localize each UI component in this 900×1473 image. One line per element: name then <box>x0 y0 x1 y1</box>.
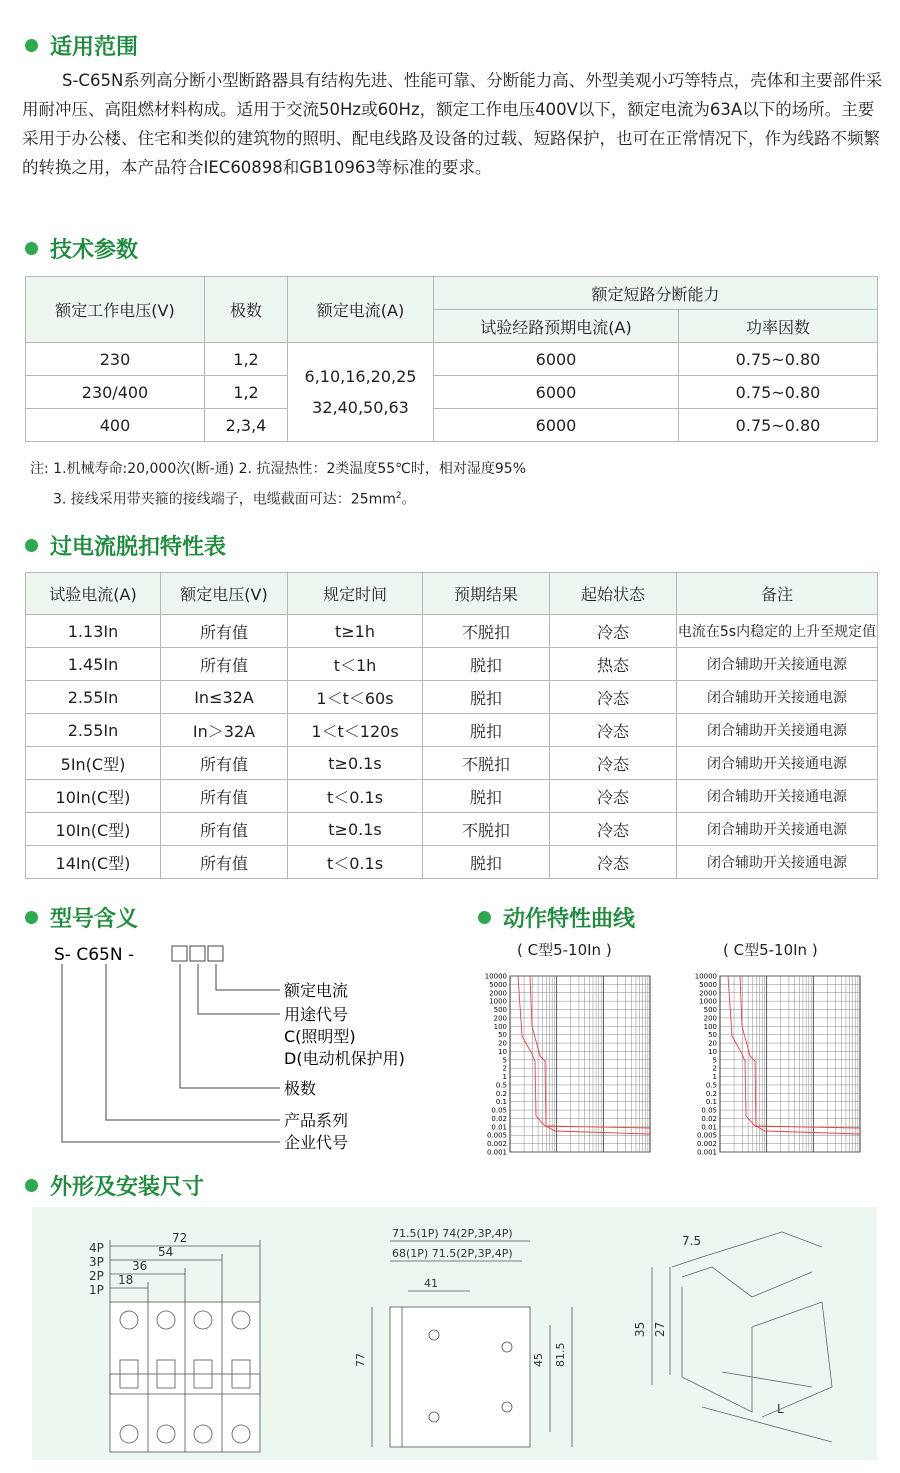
tick-label: 2 <box>502 1064 507 1073</box>
table-cell: t＜1h <box>288 648 423 681</box>
table-cell: 闭合辅助开关接通电源 <box>677 780 878 813</box>
table-cell: 冷态 <box>550 714 677 747</box>
table-row: 230 1,2 6,10,16,20,25 32,40,50,63 6000 0.75~0.80 <box>26 343 878 376</box>
table-cell: t＜0.1s <box>288 780 423 813</box>
tick-label: 2000 <box>699 989 717 998</box>
table-cell: 闭合辅助开关接通电源 <box>677 714 878 747</box>
scope-paragraph: S-C65N系列高分断小型断路器具有结构先进、性能可靠、分断能力高、外型美观小巧等特点，壳体和主要部件采用耐冲压、高阻燃材料构成。适用于交流50Hz或60Hz，额定工作电压400V以下，额定电流为63A以下的场所。主要采用于办公楼、住宅和类似的建筑物的照明、配电线路及设备的过载、短路保护，也可在正常情况下，作为线路不频繁的转换之用，本产品符合IEC60898和GB10963等标准的要求。 <box>22 71 883 177</box>
tick-label: 100 <box>703 1022 717 1031</box>
tick-label: 0.005 <box>696 1131 717 1140</box>
table-cell: In＞32A <box>161 714 288 747</box>
table-cell: t＜0.1s <box>288 846 423 879</box>
table-row: 400 2,3,4 6000 0.75~0.80 <box>26 409 878 442</box>
svg-text:额定电流: 额定电流 <box>284 981 349 1000</box>
table-cell: 所有值 <box>161 780 288 813</box>
table-cell: 不脱扣 <box>423 615 550 648</box>
svg-text:35: 35 <box>633 1321 647 1337</box>
svg-text:2P: 2P <box>89 1269 104 1283</box>
model-diagram <box>40 936 440 1166</box>
tick-label: 20 <box>708 1039 717 1048</box>
tick-label: 10000 <box>694 972 717 981</box>
note-line-1: 注: 1.机械寿命:20,000次(断-通) 2. 抗湿热性：2类温度55℃时，相对湿度95% <box>30 461 527 477</box>
table-cell: 2.55In <box>26 714 161 747</box>
tick-label: 2 <box>712 1064 717 1073</box>
table-cell: 脱扣 <box>423 846 550 879</box>
table-cell: 5In(C型) <box>26 747 161 780</box>
tick-label: 50 <box>498 1031 507 1040</box>
table-cell: 1.45In <box>26 648 161 681</box>
table-cell: 冷态 <box>550 747 677 780</box>
table-cell: 电流在5s内稳定的上升至规定值 <box>677 615 878 648</box>
tick-label: 0.02 <box>491 1114 507 1123</box>
table-cell: 1＜t＜60s <box>288 681 423 714</box>
table-cell: 冷态 <box>550 615 677 648</box>
table-cell: t≥0.1s <box>288 747 423 780</box>
code-box <box>172 946 187 961</box>
tick-label: 0.002 <box>486 1140 507 1149</box>
tick-label: 10 <box>498 1047 507 1056</box>
tech-table <box>25 276 878 442</box>
svg-text:用途代号: 用途代号 <box>284 1005 349 1024</box>
table-cell: 所有值 <box>161 846 288 879</box>
table-cell: 冷态 <box>550 780 677 813</box>
table-cell: 冷态 <box>550 846 677 879</box>
tick-label: 0.005 <box>486 1131 507 1140</box>
tick-label: 2000 <box>489 989 507 998</box>
tick-label: 0.05 <box>491 1106 507 1115</box>
tick-label: 5 <box>712 1056 717 1065</box>
svg-text:产品系列: 产品系列 <box>284 1111 349 1130</box>
tick-label: 1 <box>712 1073 717 1082</box>
tick-label: 100 <box>493 1022 507 1031</box>
table-cell: 10In(C型) <box>26 813 161 846</box>
table-cell: 所有值 <box>161 747 288 780</box>
tick-label: 0.5 <box>705 1081 717 1090</box>
note-line-2: 3. 接线采用带夹箍的接线端子，电缆截面可达：$25mm^2$。 <box>53 491 416 508</box>
svg-text:3P: 3P <box>89 1255 104 1269</box>
table-cell: 闭合辅助开关接通电源 <box>677 681 878 714</box>
tick-label: 0.01 <box>491 1123 507 1132</box>
tick-label: 0.2 <box>495 1089 507 1098</box>
svg-text:企业代号: 企业代号 <box>284 1133 349 1152</box>
table-cell: 所有值 <box>161 648 288 681</box>
th-test-current: 试验经路预期电流(A) <box>434 310 679 343</box>
table-cell: 所有值 <box>161 615 288 648</box>
tick-label: 0.2 <box>705 1089 717 1098</box>
bullet-dot-icon <box>25 1179 38 1192</box>
svg-text:4P: 4P <box>89 1241 104 1255</box>
svg-text:77: 77 <box>354 1353 367 1367</box>
current-cell: 6,10,16,20,25 32,40,50,63 <box>288 343 434 442</box>
tick-label: 50 <box>708 1031 717 1040</box>
table-row <box>26 846 878 879</box>
svg-text:D(电动机保护用): D(电动机保护用) <box>284 1049 405 1068</box>
bullet-dot-icon <box>478 911 491 924</box>
tick-label: 0.001 <box>696 1148 717 1157</box>
bullet-dot-icon <box>25 911 38 924</box>
table-cell: 不脱扣 <box>423 747 550 780</box>
svg-text:41: 41 <box>424 1277 438 1290</box>
table-row: 230/400 1,2 6000 0.75~0.80 <box>26 376 878 409</box>
tick-label: 5000 <box>489 980 507 989</box>
table-cell: 脱扣 <box>423 714 550 747</box>
table-row <box>26 747 878 780</box>
svg-text:45: 45 <box>532 1353 545 1367</box>
table-cell: 1.13In <box>26 615 161 648</box>
table-cell: 脱扣 <box>423 780 550 813</box>
tick-label: 10000 <box>484 972 507 981</box>
table-cell: 脱扣 <box>423 681 550 714</box>
tick-label: 1 <box>502 1073 507 1082</box>
th-breaking: 额定短路分断能力 <box>434 277 878 310</box>
tick-label: 0.002 <box>696 1140 717 1149</box>
tick-label: 0.1 <box>495 1098 507 1107</box>
tick-label: 1000 <box>489 997 507 1006</box>
table-cell: 脱扣 <box>423 648 550 681</box>
section-title-scope: 适用范围 <box>25 30 138 61</box>
table-row <box>26 648 878 681</box>
section-title-dims: 外形及安装尺寸 <box>25 1170 204 1201</box>
table-row <box>26 813 878 846</box>
table-cell: 热态 <box>550 648 677 681</box>
section-title-model: 型号含义 <box>25 902 138 933</box>
svg-text:27: 27 <box>653 1321 667 1337</box>
trip-table: 试验电流(A) 额定电压(V) 规定时间 预期结果 起始状态 备注 1.13In 所有值 t≥1h 不脱扣 冷态 电流在5s内稳定的上升至规定值 1.45In 所有值 t＜1h 脱扣 热态 闭合辅助开关接通电源 2.55In In≤32A 1＜t＜60s 脱扣 冷态 闭合辅助开关接通电源 2.55In In＞32A 1＜t＜120s 脱扣 冷态 闭合辅助开关接通电源 5In(C型) 所有值 t≥0.1s 不脱扣 冷态 闭合辅助开关接通电源 10In(C型) 所有值 t＜0.1s 脱扣 冷态 闭合辅助开关接通电源 10In(C型) 所有值 t≥0.1s 不脱扣 冷态 闭合辅助开关接通电源 14In(C型) 所有值 t＜0.1s 脱扣 冷态 闭合辅助开关接通电源 <box>25 572 878 879</box>
tick-label: 0.001 <box>486 1148 507 1157</box>
table-cell: 闭合辅助开关接通电源 <box>677 648 878 681</box>
front-view-drawing <box>82 1222 312 1457</box>
section-title-trip: 过电流脱扣特性表 <box>25 530 226 561</box>
table-cell: 闭合辅助开关接通电源 <box>677 846 878 879</box>
table-cell: 不脱扣 <box>423 813 550 846</box>
tick-label: 1000 <box>699 997 717 1006</box>
table-cell: 闭合辅助开关接通电源 <box>677 813 878 846</box>
table-cell: 2.55In <box>26 681 161 714</box>
svg-text:18: 18 <box>118 1273 134 1287</box>
section-title-tech: 技术参数 <box>25 233 138 264</box>
svg-text:36: 36 <box>132 1259 148 1273</box>
section-title-curve: 动作特性曲线 <box>478 902 635 933</box>
table-row <box>26 681 878 714</box>
table-cell: 所有值 <box>161 813 288 846</box>
code-box <box>208 946 223 961</box>
svg-text:L: L <box>777 1402 784 1416</box>
table-cell: In≤32A <box>161 681 288 714</box>
svg-text:C(照明型): C(照明型) <box>284 1027 356 1046</box>
curve-title-left: ( C型5-10In ) <box>517 941 612 959</box>
tick-label: 5000 <box>699 980 717 989</box>
table-row <box>26 615 878 648</box>
th-voltage: 额定工作电压(V) <box>26 277 205 343</box>
code-box <box>190 946 205 961</box>
th-poles: 极数 <box>205 277 288 343</box>
svg-text:81.5: 81.5 <box>554 1342 567 1367</box>
tick-label: 200 <box>493 1014 507 1023</box>
bullet-dot-icon <box>25 39 38 52</box>
tick-label: 5 <box>502 1056 507 1065</box>
tick-label: 10 <box>708 1047 717 1056</box>
table-row <box>26 780 878 813</box>
trip-curve-left <box>470 968 655 1160</box>
tick-label: 0.5 <box>495 1081 507 1090</box>
table-cell: t≥0.1s <box>288 813 423 846</box>
table-cell: t≥1h <box>288 615 423 648</box>
tick-label: 200 <box>703 1014 717 1023</box>
table-cell: 冷态 <box>550 681 677 714</box>
install-panel <box>32 1207 877 1460</box>
bullet-dot-icon <box>25 242 38 255</box>
model-code: S- C65N - <box>54 945 135 965</box>
svg-text:72: 72 <box>172 1231 188 1245</box>
svg-text:1P: 1P <box>89 1283 104 1297</box>
tick-label: 500 <box>493 1006 507 1015</box>
side-view-drawing <box>342 1217 582 1457</box>
table-cell: 14In(C型) <box>26 846 161 879</box>
table-cell: 冷态 <box>550 813 677 846</box>
tick-label: 20 <box>498 1039 507 1048</box>
tick-label: 500 <box>703 1006 717 1015</box>
svg-text:极数: 极数 <box>284 1079 317 1098</box>
svg-text:54: 54 <box>158 1245 174 1259</box>
table-cell: 闭合辅助开关接通电源 <box>677 747 878 780</box>
tick-label: 0.02 <box>701 1114 717 1123</box>
svg-text:7.5: 7.5 <box>682 1234 702 1248</box>
tick-label: 0.05 <box>701 1106 717 1115</box>
tick-label: 0.01 <box>701 1123 717 1132</box>
table-row <box>26 714 878 747</box>
table-cell: 10In(C型) <box>26 780 161 813</box>
tick-label: 0.1 <box>705 1098 717 1107</box>
svg-text:68(1P) 71.5(2P,3P,4P): 68(1P) 71.5(2P,3P,4P) <box>392 1247 513 1260</box>
bullet-dot-icon <box>25 539 38 552</box>
svg-text:71.5(1P) 74(2P,3P,4P): 71.5(1P) 74(2P,3P,4P) <box>392 1227 513 1240</box>
table-cell: 1＜t＜120s <box>288 714 423 747</box>
th-power-factor: 功率因数 <box>679 310 878 343</box>
th-current: 额定电流(A) <box>288 277 434 343</box>
curve-title-right: ( C型5-10In ) <box>723 941 818 959</box>
trip-curve-right <box>680 968 865 1160</box>
rail-drawing <box>622 1227 867 1455</box>
